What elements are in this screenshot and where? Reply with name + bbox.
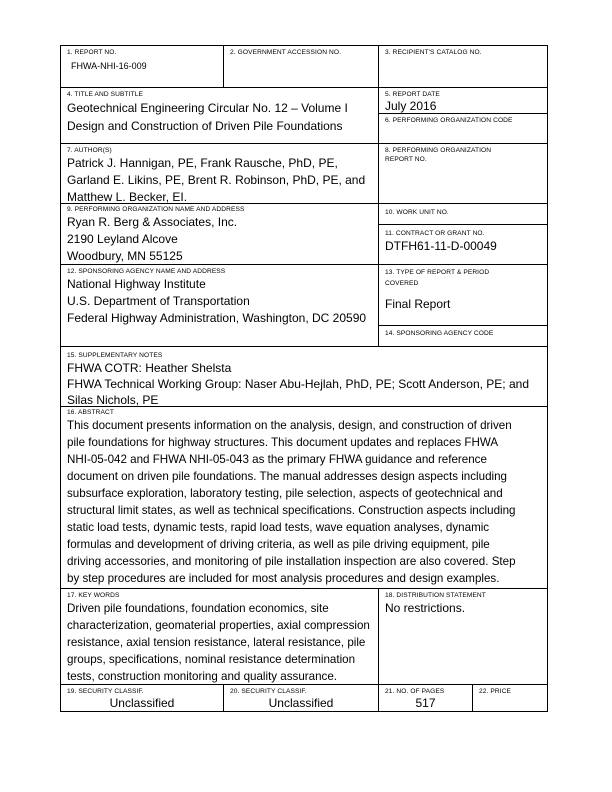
sponsoring-agency-name-address-cell	[61, 264, 378, 346]
price-label: 22. PRICE	[479, 688, 512, 695]
work-unit-no-label: 10. WORK UNIT NO.	[385, 209, 449, 216]
abstract-label: 16. ABSTRACT	[67, 409, 115, 416]
security-classif-report-label: 19. SECURITY CLASSIF.	[67, 688, 144, 695]
distribution-statement-value: No restrictions.	[385, 601, 466, 615]
performing-org-report-no-cell	[378, 143, 548, 203]
report-no-label: 1. REPORT NO.	[67, 49, 117, 56]
sponsoring-agency-code-cell	[378, 325, 548, 346]
security-classif-report-cell	[61, 684, 223, 712]
recipient-catalog-no-label: 3. RECIPIENT'S CATALOG NO.	[385, 49, 482, 56]
performing-org-report-no-label: 8. PERFORMING ORGANIZATION REPORT NO.	[385, 147, 492, 163]
authors-value: Patrick J. Hannigan, PE, Frank Rausche, PhD, PE, Garland E. Likins, PE, Brent R. Robinson, PhD, PE, and Matthew L. Becker, EI.	[67, 156, 366, 203]
security-classif-page-label: 20. SECURITY CLASSIF.	[230, 688, 307, 695]
report-date-cell	[378, 87, 548, 113]
report-no-value: FHWA-NHI-16-009	[71, 61, 147, 71]
report-type-period-label: 13. TYPE OF REPORT & PERIOD COVERED	[385, 269, 490, 287]
abstract-value: This document presents information on the analysis, design, and construction of driven pile foundations for highway structures. This document updates and replaces FHWA NHI-05-042 and FHWA NHI-05-043 as the primary FHWA guidance and reference document on driven pile foundations. The manual addresses design aspects including subsurface exploration, laboratory testing, pile selection, aspects of geotechnical and structural limit states, as well as technical specifications. Construction aspects including static load tests, dynamic tests, rapid load tests, wave equation analyses, dynamic formulas and development of driving criteria, as well as pile driving equipment, pile driving accessories, and monitoring of pile installation inspection are also covered. Step by step procedures are included for most analysis procedures and design examples.	[67, 419, 516, 585]
no-of-pages-value: 517	[415, 696, 436, 710]
authors-label: 7. AUTHOR(S)	[67, 147, 112, 154]
contract-grant-no-label: 11. CONTRACT OR GRANT NO.	[385, 230, 485, 237]
security-classif-report-value: Unclassified	[109, 696, 175, 710]
report-date-label: 5. REPORT DATE	[385, 91, 440, 98]
report-no-cell	[61, 46, 223, 87]
work-unit-no-cell	[378, 203, 548, 224]
no-of-pages-label: 21. NO. OF PAGES	[385, 688, 445, 695]
gov-accession-no-label: 2. GOVERNMENT ACCESSION NO.	[230, 49, 342, 56]
key-words-value: Driven pile foundations, foundation economics, site characterization, geomaterial properties, axial compression resistance, axial tension resistance, lateral resistance, pile groups, specifications, nominal resistance determination tests, construction monitoring and quality assurance.	[67, 602, 370, 683]
distribution-statement-cell	[378, 588, 548, 684]
performing-org-name-address-cell	[61, 203, 378, 264]
supplementary-notes-cell	[61, 346, 548, 406]
distribution-statement-label: 18. DISTRIBUTION STATEMENT	[385, 592, 486, 599]
security-classif-page-value: Unclassified	[268, 696, 334, 710]
performing-org-code-cell	[378, 113, 548, 143]
sponsoring-agency-name-address-value: National Highway Institute U.S. Department of Transportation Federal Highway Administration, Washington, DC 20590	[67, 277, 367, 325]
security-classif-page-cell	[223, 684, 378, 712]
report-date-value: July 2016	[385, 99, 437, 113]
performing-org-code-label: 6. PERFORMING ORGANIZATION CODE	[385, 117, 513, 124]
sponsoring-agency-code-label: 14. SPONSORING AGENCY CODE	[385, 330, 494, 337]
supplementary-notes-label: 15. SUPPLEMENTARY NOTES	[67, 352, 163, 359]
key-words-label: 17. KEY WORDS	[67, 592, 120, 599]
title-subtitle-cell	[61, 87, 378, 143]
title-subtitle-label: 4. TITLE AND SUBTITLE	[67, 91, 143, 98]
key-words-cell	[61, 588, 378, 684]
recipient-catalog-no-cell	[378, 46, 548, 87]
sponsoring-agency-name-address-label: 12. SPONSORING AGENCY NAME AND ADDRESS	[67, 268, 226, 275]
price-cell	[472, 684, 548, 712]
abstract-cell	[61, 406, 548, 588]
performing-org-name-address-value: Ryan R. Berg & Associates, Inc. 2190 Leyland Alcove Woodbury, MN 55125	[67, 215, 238, 263]
no-of-pages-cell	[378, 684, 472, 712]
authors-cell	[61, 143, 378, 203]
performing-org-name-address-label: 9. PERFORMING ORGANIZATION NAME AND ADDRESS	[67, 206, 245, 213]
supplementary-notes-value: FHWA COTR: Heather Shelsta FHWA Technical Working Group: Naser Abu-Hejlah, PhD, PE; Scott Anderson, PE; and Silas Nichols, PE	[67, 361, 529, 406]
report-type-period-cell	[378, 264, 548, 325]
report-type-period-value: Final Report	[385, 297, 451, 311]
contract-grant-no-value: DTFH61-11-D-00049	[385, 239, 497, 253]
technical-report-documentation-form	[60, 45, 548, 712]
gov-accession-no-cell	[223, 46, 378, 87]
contract-grant-no-cell	[378, 224, 548, 264]
title-subtitle-value: Geotechnical Engineering Circular No. 12 – Volume I Design and Construction of Driven Pile Foundations	[67, 101, 348, 133]
